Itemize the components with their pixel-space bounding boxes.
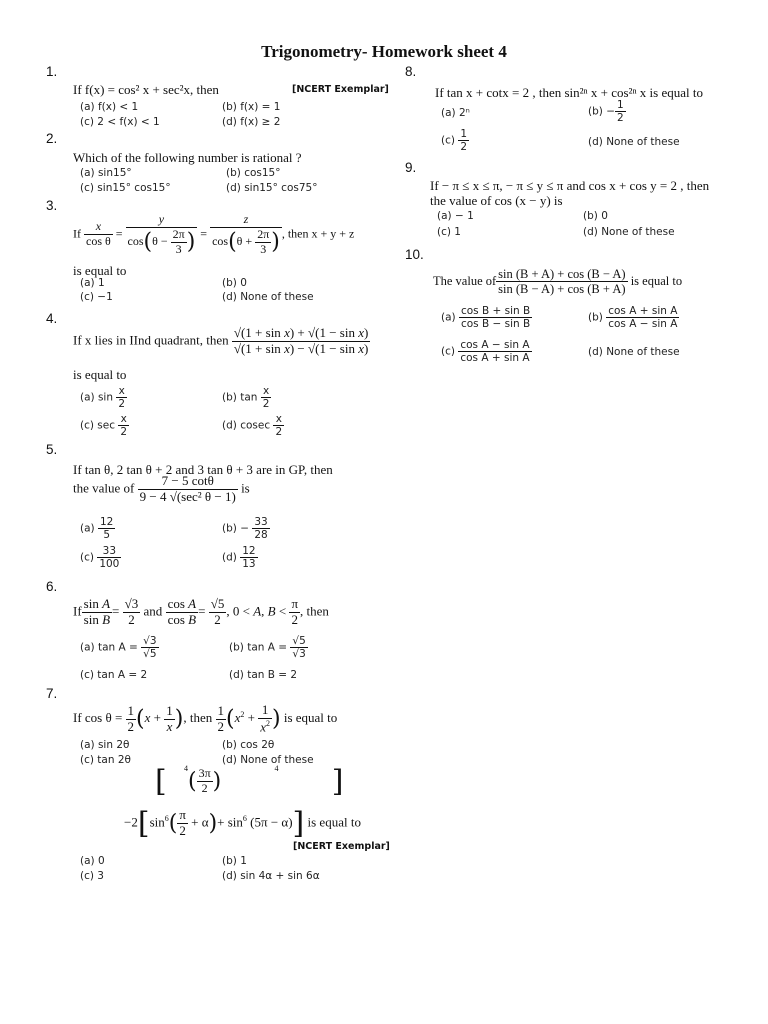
question-6-option-c: (c) tan A = 2 bbox=[80, 669, 148, 681]
question-1-option-b: (b) f(x) = 1 bbox=[222, 101, 281, 113]
question-3-number: 3. bbox=[46, 198, 58, 213]
question-4-equation: If x lies in IInd quadrant, then $\frac{\text{√(1 + sin x) + √(1 − sin x)}}{\text{√(1 + sin x) − √(1 − sin x)}}$ bbox=[73, 325, 369, 356]
question-5-option-a: (a) $\frac{12}{5}$ bbox=[80, 516, 114, 542]
question-7b-option-a: (a) 0 bbox=[80, 855, 105, 867]
question-5-line-2: the value of $\frac{7 - 5 \cot\theta}{\text{9 − 4 √(sec² θ − 1)}}$ is bbox=[73, 473, 250, 504]
question-8-option-b: (b) − $\frac{1}{2}$ bbox=[588, 99, 624, 125]
question-7-equation: If cos θ = $\frac{1}{2}$ (x + $\frac{1}{x}$ ), then $\frac{1}{2}$ ($x^2$ + $\frac{1}{x^2}$ ) is equal to bbox=[73, 702, 338, 735]
question-7-prefix: If cos θ = bbox=[73, 710, 123, 726]
question-3-is-equal-to: is equal to bbox=[73, 263, 127, 278]
question-4-option-a: (a) sin $\frac{x}{2}$ bbox=[80, 385, 126, 411]
question-9-option-b: (b) 0 bbox=[583, 210, 608, 222]
question-2-option-c: (c) sin15° cos15° bbox=[80, 182, 171, 194]
question-7b-expression: $-2[\sin^6$( $\frac{\pi}{2}$ + $\alpha)+ \sin^6 (5\pi - \alpha)$] is equal to bbox=[124, 806, 361, 841]
page-title: Trigonometry- Homework sheet 4 bbox=[261, 42, 507, 61]
question-2-option-b: (b) cos15° bbox=[226, 167, 281, 179]
question-4-number: 4. bbox=[46, 311, 58, 326]
question-8-option-c: (c) $\frac{1}{2}$ bbox=[441, 128, 467, 154]
question-3-option-c: (c) −1 bbox=[80, 291, 113, 303]
question-8-number: 8. bbox=[405, 64, 417, 79]
question-4-option-c: (c) sec $\frac{x}{2}$ bbox=[80, 413, 128, 439]
question-10-option-a: (a) $\frac{\text{cos B + sin B}}{\text{cos B − sin B}}$ bbox=[441, 305, 531, 331]
question-2-option-d: (d) sin15° cos75° bbox=[226, 182, 318, 194]
question-7b-bracket-line: [ $^4$( $\frac{3\pi}{2}$ ) $^4$ ] bbox=[155, 764, 344, 799]
question-10-option-d: (d) None of these bbox=[588, 346, 680, 358]
question-1-option-d: (d) f(x) ≥ 2 bbox=[222, 116, 281, 128]
question-7b-option-b: (b) 1 bbox=[222, 855, 247, 867]
question-1-option-c: (c) 2 < f(x) < 1 bbox=[80, 116, 160, 128]
question-5-number: 5. bbox=[46, 442, 58, 457]
question-7-option-b: (b) cos 2θ bbox=[222, 739, 275, 751]
question-1-source-tag: [NCERT Exemplar] bbox=[292, 84, 389, 95]
question-3-option-a: (a) 1 bbox=[80, 277, 105, 289]
question-10-option-b: (b) $\frac{\text{cos A + sin A}}{\text{cos A − sin A}}$ bbox=[588, 305, 678, 331]
question-8-option-a: (a) 2ⁿ bbox=[441, 107, 470, 119]
question-8-stem: If tan x + cotx = 2 , then sin²ⁿ x + cos²ⁿ x is equal to bbox=[435, 85, 703, 100]
question-9-option-c: (c) 1 bbox=[437, 226, 461, 238]
question-2-number: 2. bbox=[46, 131, 58, 146]
question-1-stem: If f(x) = cos² x + sec²x, then bbox=[73, 82, 219, 97]
question-5-suffix: is bbox=[241, 480, 250, 496]
question-4-option-a-label: (a) sin bbox=[80, 391, 114, 404]
question-3-equation: If $\frac{x}{\text{cos θ}}$ = y cos(θ − $\frac{2\pi}{3}$ ) = z cos(θ + $\frac{2\pi}{3}$ ) , then x + y + z bbox=[73, 212, 355, 256]
question-5-prefix: the value of bbox=[73, 480, 135, 496]
question-4-option-d: (d) cosec $\frac{x}{2}$ bbox=[222, 413, 283, 439]
question-5-option-d: (d) $\frac{12}{13}$ bbox=[222, 545, 256, 571]
question-10-number: 10. bbox=[405, 247, 424, 262]
question-2-option-a: (a) sin15° bbox=[80, 167, 132, 179]
question-8-option-d: (d) None of these bbox=[588, 136, 680, 148]
question-7-then: , then bbox=[183, 710, 213, 726]
question-10-prefix: The value of bbox=[433, 273, 497, 288]
question-6-then: , then bbox=[300, 603, 329, 619]
question-10-option-c: (c) $\frac{\text{cos A − sin A}}{\text{cos A + sin A}}$ bbox=[441, 339, 530, 365]
question-6-number: 6. bbox=[46, 579, 58, 594]
question-7-number: 7. bbox=[46, 686, 58, 701]
question-3-option-d: (d) None of these bbox=[222, 291, 314, 303]
question-7b-option-c: (c) 3 bbox=[80, 870, 104, 882]
question-9-option-d: (d) None of these bbox=[583, 226, 675, 238]
question-10-equation: The value of $\frac{\sin (B + A) + \cos (B - A)}{\sin (B - A) + \cos (B + A)}$ is equal to bbox=[433, 267, 683, 297]
question-9-line-2: the value of cos (x − y) is bbox=[430, 193, 563, 208]
question-10-suffix: is equal to bbox=[630, 273, 683, 288]
question-7b-option-d: (d) sin 4α + sin 6α bbox=[222, 870, 320, 882]
question-7-is-equal-to: is equal to bbox=[283, 710, 338, 726]
question-1-option-a: (a) f(x) < 1 bbox=[80, 101, 139, 113]
question-4-option-c-label: (c) sec bbox=[80, 419, 116, 432]
question-9-option-a: (a) − 1 bbox=[437, 210, 474, 222]
question-7b-source-tag: [NCERT Exemplar] bbox=[293, 841, 390, 852]
question-3-tail: , then x + y + z bbox=[281, 226, 355, 241]
question-6-equation: If $\frac{\text{sin A}}{\text{sin B}}$ = $\frac{√3}{2}$ and $\frac{\text{cos A}}{\text{cos B}}$ = $\frac{√5}{2}$ , 0 < A, B < $\frac{\pi}{2}$ , then bbox=[73, 596, 329, 627]
question-4-option-b: (b) tan $\frac{x}{2}$ bbox=[222, 385, 270, 411]
question-5-line-1: If tan θ, 2 tan θ + 2 and 3 tan θ + 3 are in GP, then bbox=[73, 462, 333, 477]
question-7-option-c: (c) tan 2θ bbox=[80, 754, 131, 766]
question-6-option-a: (a) tan A = $\frac{√3}{√5}$ bbox=[80, 635, 157, 661]
question-3-option-b: (b) 0 bbox=[222, 277, 247, 289]
question-4-prefix: If x lies in IInd quadrant, then bbox=[73, 332, 229, 348]
question-9-line-1: If − π ≤ x ≤ π, − π ≤ y ≤ π and cos x + cos y = 2 , then bbox=[430, 178, 710, 193]
question-2-stem: Which of the following number is rational ? bbox=[73, 150, 302, 165]
question-5-option-c: (c) $\frac{33}{100}$ bbox=[80, 545, 120, 571]
question-4-is-equal-to: is equal to bbox=[73, 367, 127, 382]
question-4-option-b-label: (b) tan bbox=[222, 391, 258, 404]
question-7b-is-equal-to: is equal to bbox=[307, 814, 361, 830]
question-1-number: 1. bbox=[46, 64, 58, 79]
question-4-option-d-label: (d) cosec bbox=[222, 419, 271, 432]
question-6-option-d: (d) tan B = 2 bbox=[229, 669, 298, 681]
question-7-option-a: (a) sin 2θ bbox=[80, 739, 130, 751]
question-7-option-d: (d) None of these bbox=[222, 754, 314, 766]
question-9-number: 9. bbox=[405, 160, 417, 175]
question-6-option-b: (b) tan A = $\frac{√5}{√3}$ bbox=[229, 635, 306, 661]
question-5-option-b: (b) − $\frac{33}{28}$ bbox=[222, 516, 268, 542]
